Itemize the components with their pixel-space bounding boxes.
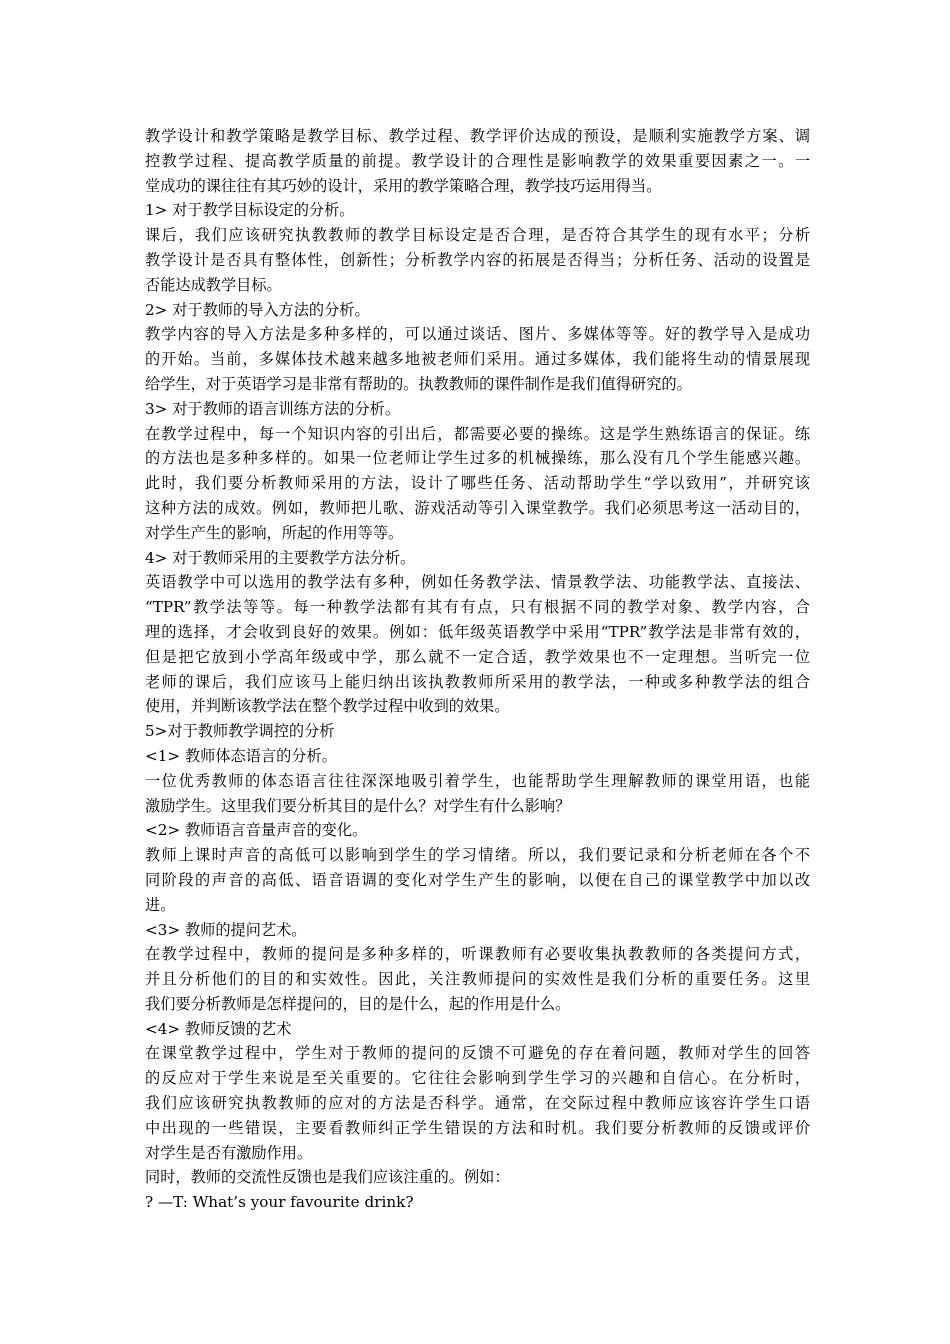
- text-line: 一位优秀教师的体态语言往往深深地吸引着学生，也能帮助学生理解教师的课堂用语，也能: [145, 771, 810, 790]
- text-line: 中出现的一些错误，主要看教师纠正学生错误的方法和时机。我们要分析教师的反馈或评价: [145, 1118, 810, 1137]
- text-line: 同时，教师的交流性反馈也是我们应该注重的。例如：: [145, 1168, 510, 1187]
- text-line: 教学内容的导入方法是多种多样的，可以通过谈话、图片、多媒体等等。好的教学导入是成功: [145, 325, 810, 344]
- text-line: 否能达成教学目标。: [145, 275, 282, 294]
- text-line: 使用，并判断该教学法在整个教学过程中收到的效果。: [145, 697, 510, 716]
- text-line: “TPR”教学法等等。每一种教学法都有其有有点，只有根据不同的教学对象、教学内容，合: [145, 598, 810, 617]
- text-line: 进。: [145, 895, 176, 914]
- text-line: 教师上课时声音的高低可以影响到学生的学习情绪。所以，我们要记录和分析老师在各个不: [145, 846, 810, 865]
- text-line: 的开始。当前，多媒体技术越来越多地被老师们采用。通过多媒体，我们能将生动的情景展现: [145, 350, 810, 369]
- text-line: 堂成功的课往往有其巧妙的设计，采用的教学策略合理，教学技巧运用得当。: [145, 176, 662, 195]
- text-line: 这种方法的成效。例如，教师把儿歌、游戏活动等引入课堂教学。我们必须思考这一活动目的，: [145, 498, 810, 517]
- text-line: 老师的课后，我们应该马上能归纳出该执教教师所采用的教学法，一种或多种教学法的组合: [145, 672, 810, 691]
- text-line: 此时，我们要分析教师采用的方法，设计了哪些任务、活动帮助学生“学以致用”，并研究该: [145, 474, 810, 493]
- text-line: 课后，我们应该研究执教教师的教学目标设定是否合理，是否符合其学生的现有水平；分析: [145, 226, 810, 245]
- text-line: 英语教学中可以选用的教学法有多种，例如任务教学法、情景教学法、功能教学法、直接法、: [145, 573, 810, 592]
- text-line: <2> 教师语言音量声音的变化。: [145, 821, 368, 840]
- text-line: 的方法也是多种多样的。如果一位老师让学生过多的机械操练，那么没有几个学生能感兴趣。: [145, 449, 810, 468]
- text-line: 我们要分析教师是怎样提问的，目的是什么，起的作用是什么。: [145, 994, 571, 1013]
- text-line: 激励学生。这里我们要分析其目的是什么？对学生有什么影响？: [145, 796, 571, 815]
- text-line: 2> 对于教师的导入方法的分析。: [145, 300, 370, 319]
- text-line: 教学设计是否具有整体性，创新性；分析教学内容的拓展是否得当；分析任务、活动的设置是: [145, 250, 810, 269]
- text-line: 5>对于教师教学调控的分析: [145, 722, 335, 741]
- text-line: 4> 对于教师采用的主要教学方法分析。: [145, 548, 416, 567]
- text-line: 但是把它放到小学高年级或中学，那么就不一定合适，教学效果也不一定理想。当听完一位: [145, 647, 810, 666]
- text-line: 给学生，对于英语学习是非常有帮助的。执教教师的课件制作是我们值得研究的。: [145, 374, 692, 393]
- text-line: 控教学过程、提高教学质量的前提。教学设计的合理性是影响教学的效果重要因素之一。一: [145, 151, 810, 170]
- text-line: 教学设计和教学策略是教学目标、教学过程、教学评价达成的预设，是顺利实施教学方案、调: [145, 127, 810, 145]
- text-line: 并且分析他们的目的和实效性。因此，关注教师提问的实效性是我们分析的重要任务。这里: [145, 970, 810, 989]
- text-line: 1> 对于教学目标设定的分析。: [145, 201, 355, 220]
- text-line: 在教学过程中，每一个知识内容的引出后，都需要必要的操练。这是学生熟练语言的保证。练: [145, 424, 810, 443]
- text-line: 在教学过程中，教师的提问是多种多样的，听课教师有必要收集执教教师的各类提问方式，: [145, 945, 810, 964]
- text-line: 的反应对于学生来说是至关重要的。它往往会影响到学生学习的兴趣和自信心。在分析时，: [145, 1069, 810, 1088]
- text-line: <3> 教师的提问艺术。: [145, 920, 307, 939]
- text-line: 对学生产生的影响，所起的作用等等。: [145, 523, 404, 542]
- text-line: <1> 教师体态语言的分析。: [145, 746, 337, 765]
- text-line: 在课堂教学过程中，学生对于教师的提问的反馈不可避免的存在着问题，教师对学生的回答: [145, 1044, 810, 1063]
- text-line: 3> 对于教师的语言训练方法的分析。: [145, 399, 401, 418]
- text-line: 理的选择，才会收到良好的效果。例如：低年级英语教学中采用“TPR”教学法是非常有效的，: [145, 622, 810, 641]
- text-line: <4> 教师反馈的艺术: [145, 1019, 292, 1038]
- text-line: 我们应该研究执教教师的应对的方法是否科学。通常，在交际过程中教师应该容许学生口语: [145, 1094, 810, 1113]
- document-body: [145, 124, 810, 1215]
- text-line: 对学生是否有激励作用。: [145, 1143, 313, 1162]
- text-line: ? —T: What’s your favourite drink?: [145, 1193, 414, 1212]
- text-line: 同阶段的声音的高低、语音语调的变化对学生产生的影响，以便在自己的课堂教学中加以改: [145, 870, 810, 889]
